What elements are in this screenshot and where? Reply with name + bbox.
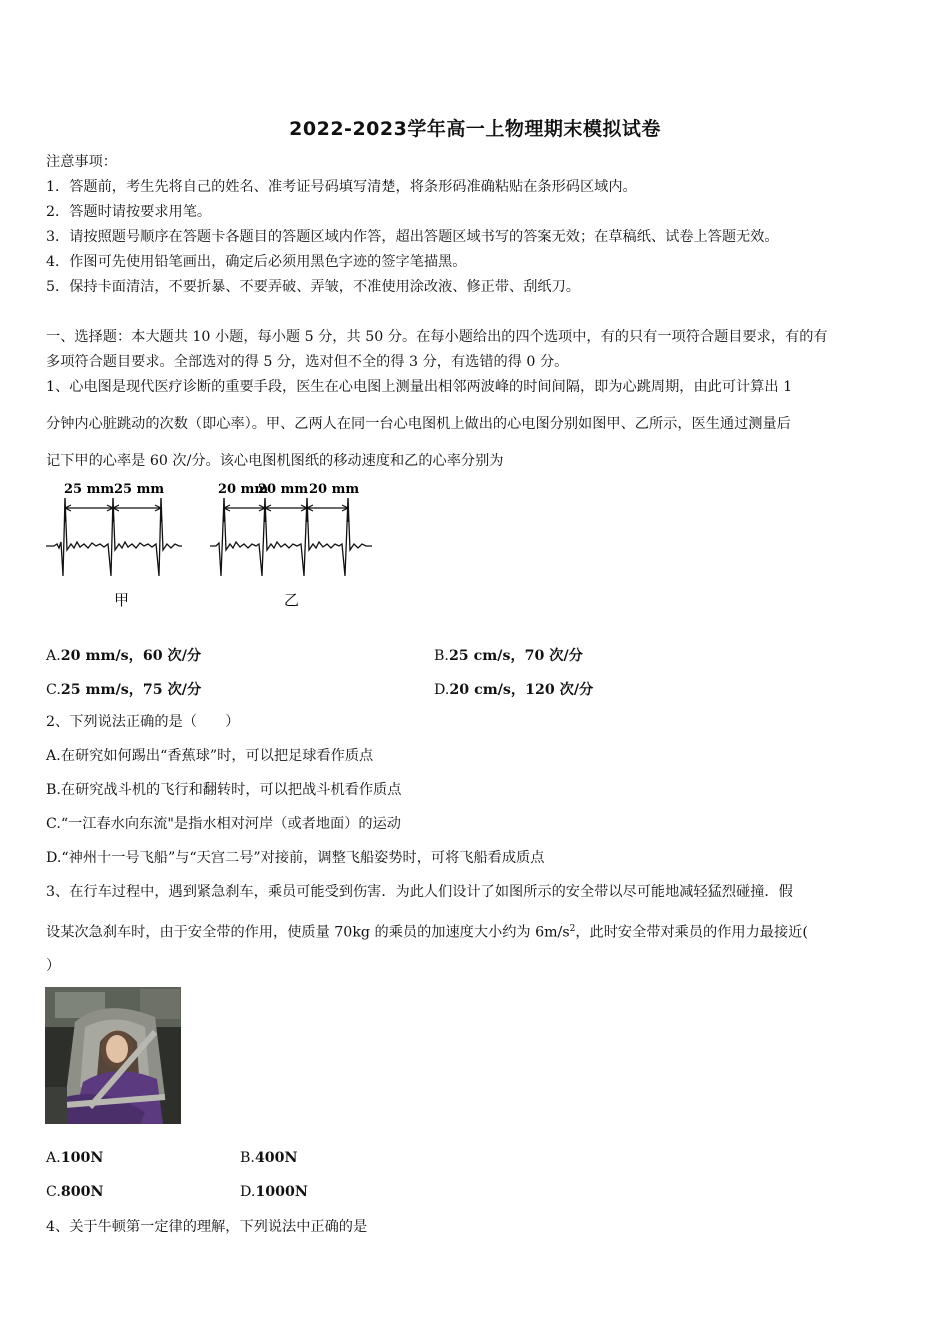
notice-item: 4．作图可先使用铅笔画出，确定后必须用黑色字迹的签字笔描黑。: [46, 254, 467, 270]
notice-item: 5．保持卡面清洁，不要折暴、不要弄破、弄皱，不准使用涂改液、修正带、刮纸刀。: [46, 279, 580, 295]
question-3-option-d[interactable]: D.1000N: [240, 1184, 308, 1200]
ecg-trace-jia: [46, 498, 182, 576]
question-3-stem: ）: [46, 958, 61, 974]
notice-item: 3．请按照题号顺序在答题卡各题目的答题区域内作答，超出答题区域书写的答案无效；在草稿纸、试卷上答题无效。: [46, 229, 779, 245]
jia-spacing-label: 25 mm: [114, 482, 165, 497]
notice-heading: 注意事项：: [46, 154, 117, 170]
notice-item: 2．答题时请按要求用笔。: [46, 204, 212, 220]
question-2-option-d[interactable]: D.“神州十一号飞船”与“天宫二号”对接前，调整飞船姿势时，可将飞船看成质点: [46, 850, 545, 866]
question-3-option-b[interactable]: B.400N: [240, 1150, 298, 1166]
question-1-option-a[interactable]: A.20 mm/s，60 次/分: [46, 648, 202, 664]
question-4-stem: 4、关于牛顿第一定律的理解，下列说法中正确的是: [46, 1219, 368, 1235]
question-2-option-c[interactable]: C.“一江春水向东流"是指水相对河岸（或者地面）的运动: [46, 816, 401, 832]
question-1-option-d[interactable]: D.20 cm/s，120 次/分: [434, 682, 594, 698]
question-3-option-c[interactable]: C.800N: [46, 1184, 104, 1200]
question-1-option-c[interactable]: C.25 mm/s，75 次/分: [46, 682, 202, 698]
yi-spacing-label: 20 mm: [309, 482, 360, 497]
seatbelt-photo: [45, 987, 181, 1124]
question-2-stem: 2、下列说法正确的是（ ）: [46, 714, 240, 730]
figure-label-jia: 甲: [114, 591, 130, 609]
figure-label-yi: 乙: [284, 591, 300, 609]
notice-item: 1．答题前，考生先将自己的姓名、准考证号码填写清楚，将条形码准确粘贴在条形码区域内。: [46, 179, 637, 195]
question-3-stem: 3、在行车过程中，遇到紧急刹车，乘员可能受到伤害．为此人们设计了如图所示的安全带以尽可能地减轻猛烈碰撞．假: [46, 884, 793, 900]
question-1-stem: 1、心电图是现代医疗诊断的重要手段，医生在心电图上测量出相邻两波峰的时间间隔，即为心跳周期，由此可计算出 1: [46, 379, 793, 395]
yi-spacing-label: 20 mm: [218, 482, 269, 497]
page-title: 2022-2023学年高一上物理期末模拟试卷: [289, 118, 661, 140]
yi-spacing-label: 20 mm: [258, 482, 309, 497]
ecg-trace-yi: [210, 498, 372, 576]
question-1-stem: 分钟内心脏跳动的次数（即心率）。甲、乙两人在同一台心电图机上做出的心电图分别如图甲、乙所示，医生通过测量后: [46, 416, 791, 432]
question-1-option-b[interactable]: B.25 cm/s，70 次/分: [434, 648, 583, 664]
section-instruction: 一、选择题：本大题共 10 小题，每小题 5 分，共 50 分。在每小题给出的四个选项中，有的只有一项符合题目要求，有的有: [46, 329, 828, 345]
section-instruction: 多项符合题目要求。全部选对的得 5 分，选对但不全的得 3 分，有选错的得 0 分。: [46, 354, 569, 370]
jia-spacing-label: 25 mm: [64, 482, 115, 497]
question-2-option-b[interactable]: B.在研究战斗机的飞行和翻转时，可以把战斗机看作质点: [46, 782, 402, 798]
ecg-figure: [44, 478, 384, 613]
question-3-stem: 设某次急刹车时，由于安全带的作用，使质量 70kg 的乘员的加速度大小约为 $6m/s^2$，此时安全带对乘员的作用力最接近(: [46, 924, 808, 941]
question-3-option-a[interactable]: A.100N: [46, 1150, 104, 1166]
question-2-option-a[interactable]: A.在研究如何踢出“香蕉球”时，可以把足球看作质点: [46, 748, 374, 764]
question-1-stem: 记下甲的心率是 60 次/分。该心电图机图纸的移动速度和乙的心率分别为: [46, 453, 504, 469]
